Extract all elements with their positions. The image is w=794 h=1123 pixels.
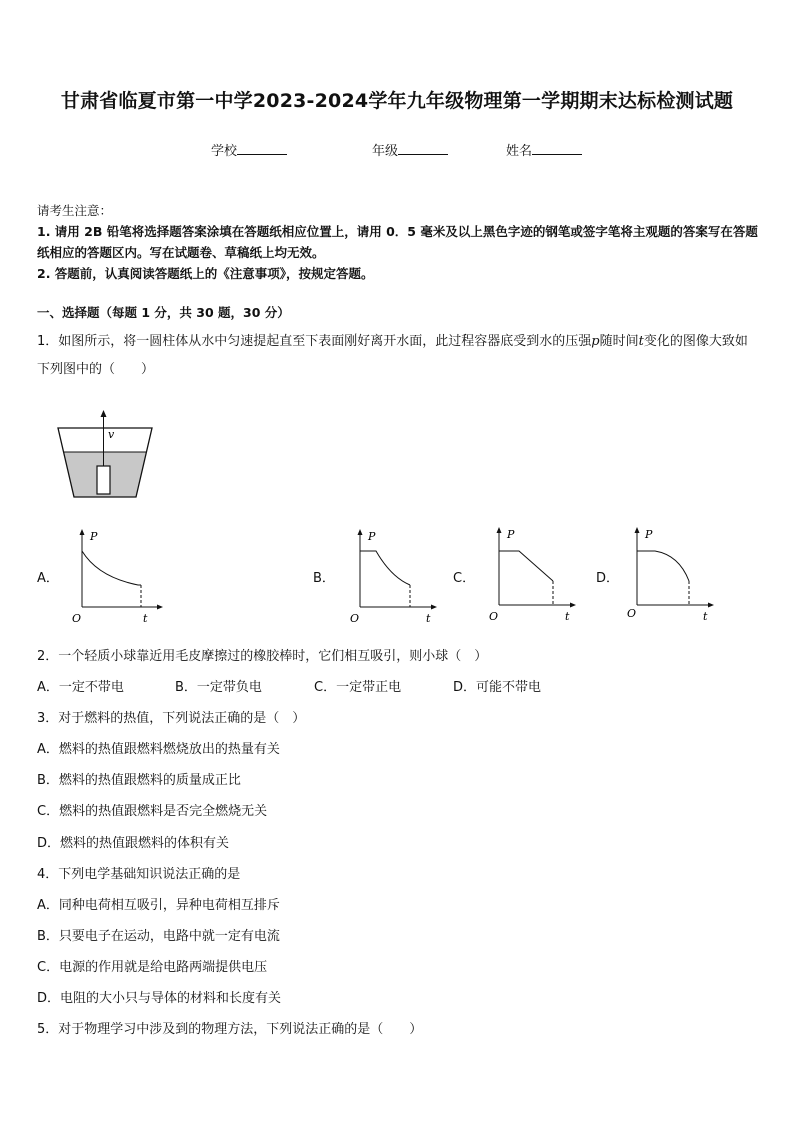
pressure-curve: [360, 551, 410, 585]
q1-var-p: p: [591, 334, 600, 349]
q3-option-d: D．燃料的热值跟燃料的体积有关: [37, 836, 230, 851]
x-axis-arrow-icon: [431, 605, 437, 610]
axis-y-label: P: [507, 528, 515, 541]
grade-label: 年级: [372, 144, 399, 159]
q1-text-1: 1．如图所示，将一圆柱体从水中匀速提起直至下表面刚好离开水面，此过程容器底受到水的压强: [37, 334, 592, 349]
question-3-stem: 3．对于燃料的热值，下列说法正确的是（ ）: [37, 711, 306, 726]
q2-option-c: C．一定带正电: [314, 680, 402, 695]
q4-option-b: B．只要电子在运动，电路中就一定有电流: [37, 929, 280, 944]
axis-x-label: t: [426, 612, 431, 625]
notice-item-2: 2. 答题前，认真阅读答题纸上的《注意事项》，按规定答题。: [37, 266, 374, 281]
x-axis-arrow-icon: [708, 603, 714, 608]
y-axis-arrow-icon: [635, 527, 640, 533]
question-5-stem: 5．对于物理学习中涉及到的物理方法，下列说法正确的是（ ）: [37, 1022, 423, 1037]
x-axis-arrow-icon: [157, 605, 163, 610]
origin-label: O: [72, 612, 82, 625]
arrow-up-icon: [101, 410, 107, 417]
q4-option-a: A．同种电荷相互吸引，异种电荷相互排斥: [37, 898, 280, 913]
school-field: [211, 140, 287, 159]
notice-block: [37, 200, 759, 284]
pressure-line: [499, 551, 553, 581]
axis-x-label: t: [143, 612, 148, 625]
q3-option-a: A．燃料的热值跟燃料燃烧放出的热量有关: [37, 742, 280, 757]
velocity-label: v: [108, 428, 115, 441]
x-axis-arrow-icon: [570, 603, 576, 608]
question-4-stem: 4．下列电学基础知识说法正确的是: [37, 867, 241, 882]
q3-option-c: C．燃料的热值跟燃料是否完全燃烧无关: [37, 804, 268, 819]
cylinder: [97, 466, 110, 494]
school-label: 学校: [211, 144, 238, 159]
exam-title: 甘肃省临夏市第一中学2023-2024学年九年级物理第一学期期末达标检测试题: [60, 90, 734, 112]
container-figure: [50, 408, 160, 503]
graph-option-a: [68, 527, 168, 627]
question-1-stem: [37, 328, 759, 384]
graph-option-b: [346, 527, 446, 627]
q2-option-a: A．一定不带电: [37, 680, 124, 695]
q3-option-b: B．燃料的热值跟燃料的质量成正比: [37, 773, 241, 788]
option-c-label: C．: [453, 571, 476, 586]
y-axis-arrow-icon: [497, 527, 502, 533]
pressure-curve: [82, 551, 141, 585]
option-a-label: A．: [37, 571, 59, 586]
notice-heading: 请考生注意：: [37, 203, 113, 218]
axis-x-label: t: [703, 610, 708, 623]
grade-blank: [398, 142, 448, 155]
notice-item-1: 1. 请用 2B 铅笔将选择题答案涂填在答题纸相应位置上，请用 0．5 毫米及以上黑色字迹的钢笔或签字笔将主观题的答案写在答题纸相应的答题区内。写在试题卷、草稿纸上均无效。: [37, 224, 758, 260]
axis-x-label: t: [565, 610, 570, 623]
q4-option-d: D．电阻的大小只与导体的材料和长度有关: [37, 991, 282, 1006]
origin-label: O: [627, 607, 637, 620]
school-blank: [237, 142, 287, 155]
axis-y-label: P: [645, 528, 653, 541]
name-blank: [532, 142, 582, 155]
pressure-curve: [637, 551, 689, 581]
axis-y-label: P: [368, 530, 376, 543]
q4-option-c: C．电源的作用就是给电路两端提供电压: [37, 960, 268, 975]
name-field: [506, 140, 582, 159]
origin-label: O: [489, 610, 499, 623]
graph-option-c: [485, 525, 585, 625]
section-heading: 一、选择题（每题 1 分，共 30 题，30 分）: [37, 305, 290, 320]
y-axis-arrow-icon: [358, 529, 363, 535]
question-2-stem: 2．一个轻质小球靠近用毛皮摩擦过的橡胶棒时，它们相互吸引，则小球（ ）: [37, 649, 488, 664]
name-label: 姓名: [506, 144, 533, 159]
q1-text-3: 变化的图像大致如下列图中的（ ）: [37, 334, 748, 377]
q2-option-b: B．一定带负电: [175, 680, 262, 695]
graph-option-d: [623, 525, 723, 625]
axis-y-label: P: [90, 530, 98, 543]
grade-field: [372, 140, 448, 159]
y-axis-arrow-icon: [80, 529, 85, 535]
q1-var-t: t: [638, 334, 644, 349]
q1-text-2: 随时间: [599, 334, 639, 349]
origin-label: O: [350, 612, 360, 625]
q2-option-d: D．可能不带电: [453, 680, 542, 695]
option-b-label: B．: [313, 571, 335, 586]
option-d-label: D．: [596, 571, 620, 586]
